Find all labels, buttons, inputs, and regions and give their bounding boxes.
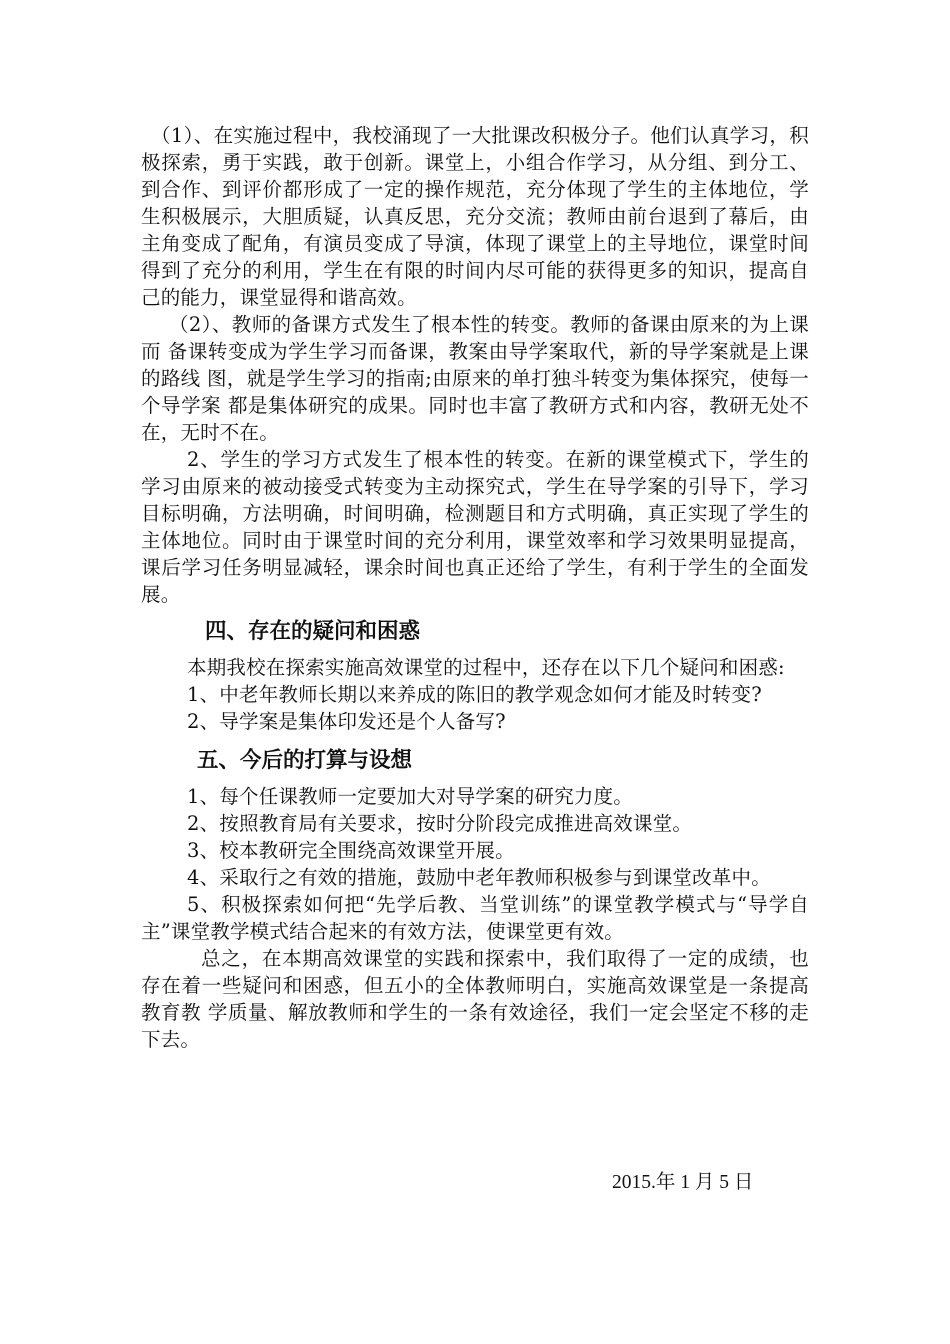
section-heading-plans: 五、今后的打算与设想 xyxy=(197,748,413,773)
list-item-plan-4: 4、采取行之有效的措施，鼓励中老年教师积极参与到课堂改革中。 xyxy=(187,866,771,889)
paragraph-student-learning: 2、学生的学习方式发生了根本性的转变。在新的课堂模式下，学生的学习由原来的被动接受式转变为主动探究式，学生在导学案的引导下，学习目标明确，方法明确，时间明确，检测题目和方式明确，真正实现了学生的主体地位。同时由于课堂时间的充分利用，课堂效率和学习效果明显提高，课后学习任务明显减轻，课余时间也真正还给了学生，有利于学生的全面发展。 xyxy=(141,448,809,606)
list-item-plan-1: 1、每个任课教师一定要加大对导学案的研究力度。 xyxy=(187,785,634,808)
document-date: 2015.年 1 月 5 日 xyxy=(612,1172,754,1193)
list-item-plan-5: 5、积极探索如何把“先学后教、当堂训练”的课堂教学模式与“导学自主”课堂教学模式结合起来的有效方法，使课堂更有效。 xyxy=(141,893,809,943)
paragraph-lesson-prep: （2）、教师的备课方式发生了根本性的转变。教师的备课由原来的为上课而 备课转变成为学生学习而备课，教案由导学案取代，新的导学案就是上课的路线 图，就是学生学习的指南;由原来的单打独斗转变为集体探究，使每一个导学案 都是集体研究的成果。同时也丰富了教研方式和内容，教研无处不在，无时不在。 xyxy=(141,313,809,444)
list-item-question-2: 2、导学案是集体印发还是个人备写? xyxy=(187,710,506,733)
list-item-plan-2: 2、按照教育局有关要求，按时分阶段完成推进高效课堂。 xyxy=(187,812,693,835)
list-item-question-1: 1、中老年教师长期以来养成的陈旧的教学观念如何才能及时转变? xyxy=(187,683,762,706)
paragraph-questions-intro: 本期我校在探索实施高效课堂的过程中，还存在以下几个疑问和困惑: xyxy=(187,656,785,679)
paragraph-implementation: （1）、在实施过程中，我校涌现了一大批课改积极分子。他们认真学习，积极探索，勇于实践，敢于创新。课堂上，小组合作学习，从分组、到分工、到合作、到评价都形成了一定的操作规范，充分体现了学生的主体地位，学生积极展示，大胆质疑，认真反思，充分交流；教师由前台退到了幕后，由主角变成了配角，有演员变成了导演，体现了课堂上的主导地位，课堂时间得到了充分的利用，学生在有限的时间内尽可能的获得更多的知识，提高自己的能力，课堂显得和谐高效。 xyxy=(141,124,809,309)
section-heading-questions: 四、存在的疑问和困惑 xyxy=(205,619,421,644)
list-item-plan-3: 3、校本教研完全围绕高效课堂开展。 xyxy=(187,839,515,862)
paragraph-conclusion: 总之，在本期高效课堂的实践和探索中，我们取得了一定的成绩，也存在着一些疑问和困惑，但五小的全体教师明白，实施高效课堂是一条提高教育教 学质量、解放教师和学生的一条有效途径，我们一定会坚定不移的走下去。 xyxy=(141,947,809,1051)
document-body xyxy=(141,122,809,1053)
